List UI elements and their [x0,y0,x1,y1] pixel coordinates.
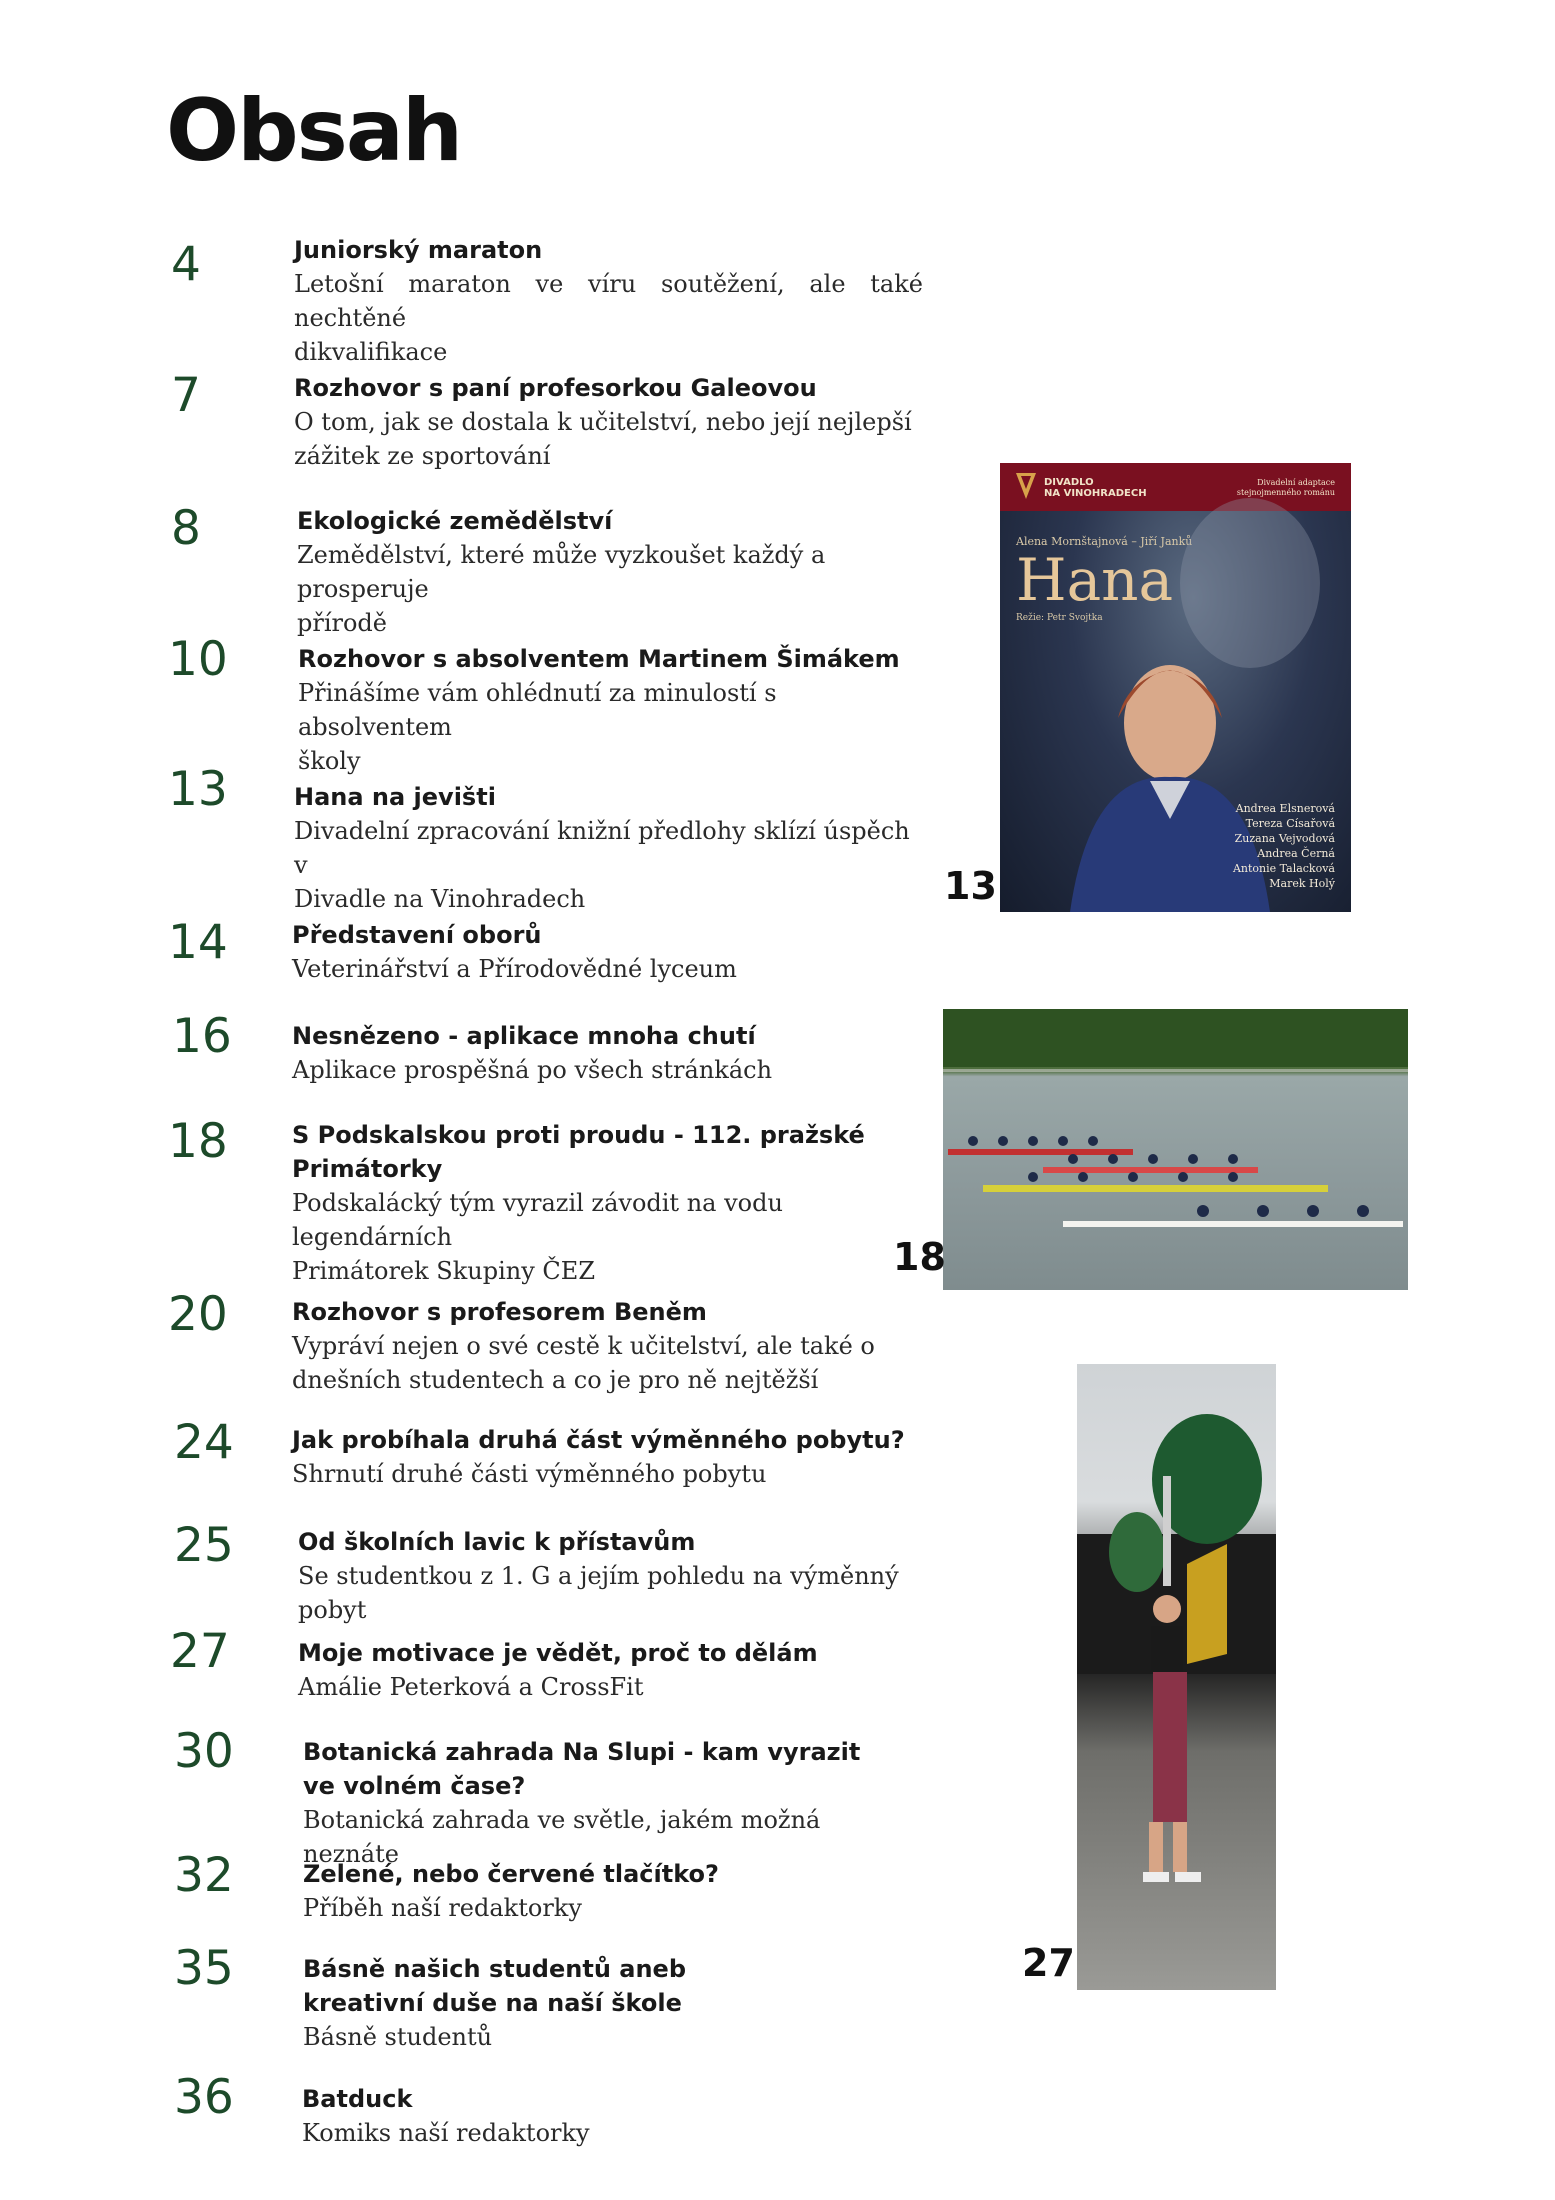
toc-entry[interactable] [294,233,923,369]
toc-entry[interactable] [294,780,923,916]
toc-entry-heading: Od školních lavic k přístavům [298,1528,696,1556]
toc-entry-description: Podskalácký tým vyrazil závodit na vodu legendárních [292,1189,783,1251]
toc-page-number: 32 [174,1848,234,1903]
toc-entry-description: Botanická zahrada ve světle, jakém možná neznáte [303,1806,821,1868]
toc-page-number: 8 [171,501,201,556]
toc-entry-description: dikvalifikace [294,338,448,366]
toc-entry[interactable] [292,1118,921,1288]
toc-entry-description: Primátorek Skupiny ČEZ [292,1257,595,1285]
toc-entry-description: O tom, jak se dostala k učitelství, nebo její nejlepší [294,408,912,436]
poster-page-label: 13 [944,864,997,908]
poster-org: DIVADLO NA VINOHRADECH [1044,477,1147,499]
rowing-page-label: 18 [893,1235,946,1279]
poster-tagline: Divadelní adaptace stejnojmenného románu [1236,478,1335,497]
toc-page-number: 14 [168,915,228,970]
poster-director: Režie: Petr Svojtka [1016,613,1103,623]
poster-cast: Andrea Elsnerová Tereza Císařová Zuzana Vejvodová Andrea Černá Antonie Talacková Marek Holý [1232,802,1335,890]
weightlifter-illustration [1077,1364,1276,1990]
toc-entry-heading: Rozhovor s paní profesorkou Galeovou [294,374,817,402]
toc-page-number: 25 [174,1518,234,1573]
toc-entry-description: Amálie Peterková a CrossFit [298,1673,644,1701]
page-title: Obsah [166,81,462,181]
toc-entry-heading: Zelené, nebo červené tlačítko? [303,1860,719,1888]
toc-entry-description: Divadelní zpracování knižní předlohy sklízí úspěch v [294,817,910,879]
toc-entry[interactable] [294,371,923,473]
toc-entry[interactable] [292,1019,921,1087]
toc-entry[interactable] [298,1636,927,1704]
toc-entry-heading: Ekologické zemědělství [297,507,613,535]
toc-entry-heading: Hana na jevišti [294,783,496,811]
toc-page-number: 30 [174,1724,234,1779]
toc-entry[interactable] [292,1423,921,1491]
toc-entry-description: Komiks naší redaktorky [302,2119,590,2147]
toc-entry-description: Básně studentů [303,2023,493,2051]
toc-entry-heading: Nesnězeno - aplikace mnoha chutí [292,1022,756,1050]
weightlifter-image [1077,1364,1276,1990]
toc-entry[interactable] [303,1952,863,2054]
toc-entry[interactable] [292,918,921,986]
toc-entry-description: dnešních studentech a co je pro ně nejtěžší [292,1366,819,1394]
rowing-race-image [943,1009,1408,1290]
toc-entry[interactable] [302,2082,931,2150]
toc-entry-description: pobyt [298,1596,367,1624]
toc-page-number: 16 [172,1009,232,1064]
toc-page-number: 13 [168,762,228,817]
toc-entry-description: Se studentkou z 1. G a jejím pohledu na výměnný [298,1562,899,1590]
toc-page-number: 7 [171,368,201,423]
toc-entry-heading: Rozhovor s profesorem Beněm [292,1298,707,1326]
toc-entry-description: Příběh naší redaktorky [303,1894,582,1922]
rowing-boats-illustration [943,1009,1408,1290]
toc-entry[interactable] [303,1735,883,1871]
toc-entry-description: Shrnutí druhé části výměnného pobytu [292,1460,767,1488]
toc-entry-description: Letošní maraton ve víru soutěžení, ale také nechtěné [294,270,923,332]
toc-entry-heading: Představení oborů [292,921,542,949]
toc-entry-description: přírodě [297,609,387,637]
toc-entry[interactable] [298,642,927,778]
toc-entry-description: zážitek ze sportování [294,442,551,470]
toc-entry-description: Vypráví nejen o své cestě k učitelství, ale také o [292,1332,875,1360]
toc-page-number: 24 [174,1415,234,1470]
poster-authors: Alena Mornštajnová – Jiří Janků [1016,535,1193,548]
toc-page-number: 27 [170,1624,230,1679]
toc-entry[interactable] [292,1295,914,1397]
toc-entry-heading: Rozhovor s absolventem Martinem Šimákem [298,645,900,673]
toc-entry-heading: Básně našich studentů aneb kreativní duše na naší škole [303,1955,686,2017]
toc-entry-description: Veterinářství a Přírodovědné lyceum [292,955,737,983]
toc-entry-heading: Batduck [302,2085,413,2113]
toc-entry-heading: Juniorský maraton [294,236,543,264]
toc-entry-heading: Jak probíhala druhá část výměnného pobytu? [292,1426,905,1454]
toc-page-number: 36 [174,2070,234,2125]
toc-page-number: 4 [171,237,201,292]
toc-entry-description: školy [298,747,361,775]
toc-entry-heading: S Podskalskou proti proudu - 112. pražské Primátorky [292,1121,865,1183]
poster-title: Hana [1016,546,1174,614]
toc-entry[interactable] [303,1857,932,1925]
toc-entry-heading: Moje motivace je vědět, proč to dělám [298,1639,818,1667]
hana-poster-image [1000,463,1351,912]
toc-page-number: 10 [168,632,228,687]
toc-entry-description: Přinášíme vám ohlédnutí za minulostí s absolventem [298,679,777,741]
toc-entry-description: Divadle na Vinohradech [294,885,586,913]
toc-entry-heading: Botanická zahrada Na Slupi - kam vyrazit ve volném čase? [303,1738,861,1800]
toc-page-number: 18 [168,1114,228,1169]
lifter-page-label: 27 [1022,1941,1075,1985]
toc-page-number: 20 [168,1287,228,1342]
toc-entry-description: Aplikace prospěšná po všech stránkách [292,1056,773,1084]
toc-entry[interactable] [298,1525,927,1627]
toc-entry-description: Zemědělství, které může vyzkoušet každý a prosperuje [297,541,826,603]
toc-entry[interactable] [297,504,926,640]
toc-page-number: 35 [174,1941,234,1996]
